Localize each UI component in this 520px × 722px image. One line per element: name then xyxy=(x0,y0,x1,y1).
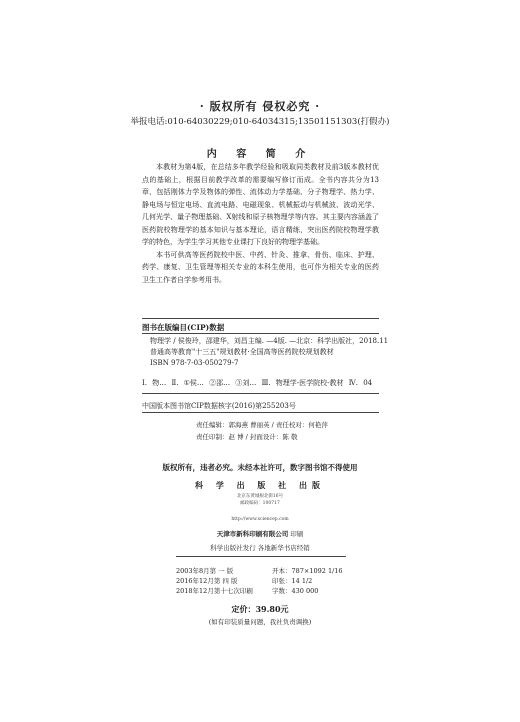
cip-classification: Ⅰ. 物… Ⅱ. ①侯… ②邵… ③刘… Ⅲ. 物理学-医学院校-教材 Ⅳ. 04 xyxy=(142,379,373,387)
cip-heading-rule xyxy=(142,333,379,334)
cip-number: 中国版本图书馆CIP数据核字(2016)第255203号 xyxy=(142,402,296,410)
cip-line: ISBN 978-7-03-050279-7 xyxy=(150,359,239,367)
edition-row xyxy=(176,566,343,576)
edition-spec: 字数：430 000 xyxy=(272,587,319,595)
publisher-address xyxy=(0,493,520,507)
cip-line: 普通高等教育"十三五"规划教材·全国高等医药院校规划教材 xyxy=(150,348,334,356)
staff-line: 责任编辑：郭海燕 曹丽英 / 责任校对：何艳萍 xyxy=(196,421,328,429)
printer-suffix: 印刷 xyxy=(290,530,304,538)
rights-notice: 版权所有，违者必究。未经本社许可，数字图书馆不得使用 xyxy=(162,463,358,472)
edition-spec: 开本：787×1092 1/16 xyxy=(272,567,343,575)
summary-paragraph: 本教材为第4版，在总结多年教学经验和吸取同类教材及前3版本教材优点的基础上，根据目前教学改革的需要编写修订而成。全书内容共分为13章，包括刚体力学及物体的弹性、流体动力学基础、分子物理学、热力学、静电场与恒定电场、直流电路、电磁现象、机械振动与机械波、波动光学、几何光学、量子物理基础、X射线和原子核物理学等内容。其主要内容涵盖了医药院校物理学的基本知识与基本理论，语言精练，突出医药院校物理学教学的特色，为学生学习其他专业课打下良好的物理学基础。 xyxy=(142,163,379,246)
cip-middle-rule xyxy=(142,393,379,394)
postal-code: 邮政编码：100717 xyxy=(240,501,280,506)
summary-title: 内 容 简 介 xyxy=(206,149,314,160)
edition-date: 2018年12月第十七次印刷 xyxy=(176,587,253,595)
cip-top-rule xyxy=(142,318,379,319)
copyright-statement: · 版权所有 侵权必究 · xyxy=(199,100,321,113)
edition-row xyxy=(176,576,343,586)
distribution-line: 科学出版社发行 各地新华书店经销 xyxy=(210,544,310,552)
cip-line: 物理学 / 侯俊玲，邵建华，刘昌主编. —4版. —北京：科学出版社，2018.11 xyxy=(150,337,389,345)
printer-line xyxy=(0,529,520,538)
report-hotline: 举报电话:010-64030229;010-64034315;13501151303(打假办) xyxy=(130,117,390,127)
edition-spec: 印张：14 1/2 xyxy=(272,577,313,585)
cip-bottom-rule xyxy=(142,412,379,413)
cip-heading: 图书在版编目(CIP)数据 xyxy=(142,323,225,332)
summary-body xyxy=(142,161,379,286)
staff-line: 责任印制：赵 博 / 封面设计：陈 敬 xyxy=(196,433,298,441)
distribution-rule xyxy=(176,556,346,557)
edition-row xyxy=(176,586,343,596)
summary-paragraph: 本书可供高等医药院校中医、中药、针灸、推拿、骨伤、临床、护理、药学、康复、卫生管理等相关专业的本科生使用，也可作为相关专业的医药卫生工作者自学参考用书。 xyxy=(142,250,379,284)
defect-notice: (如有印装质量问题，我社负责调换) xyxy=(208,618,312,626)
publisher-website: http://www.sciencep.com xyxy=(231,517,289,522)
publisher-name: 科 学 出 版 社 出版 xyxy=(195,480,325,490)
price: 定价：39.80元 xyxy=(231,604,289,614)
edition-date: 2016年12月第 四 版 xyxy=(176,577,238,585)
editorial-staff xyxy=(196,419,328,443)
address-line: 北京东黄城根北街16号 xyxy=(236,494,284,499)
cip-record xyxy=(142,336,389,369)
edition-table xyxy=(176,566,343,596)
edition-date: 2003年8月第 一 版 xyxy=(176,567,234,575)
printer-name: 天津市新科印刷有限公司 xyxy=(216,530,289,538)
